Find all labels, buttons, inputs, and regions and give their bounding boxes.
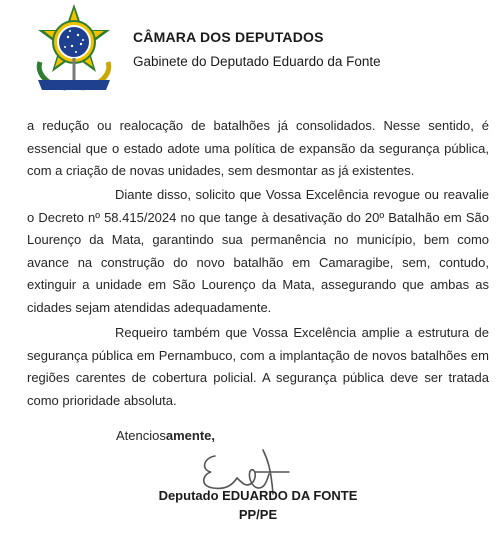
organization-name: CÂMARA DOS DEPUTADOS [133,29,324,45]
closing-suffix: amente, [165,428,216,443]
signer-name: Deputado EDUARDO DA FONTE [158,488,358,503]
signer-party: PP/PE [238,507,278,522]
closing-salutation [116,428,215,443]
letter-paragraph-3: Requeiro também que Vossa Excelência amplie a estrutura de segurança pública em Pernambuco, com a implantação de novos batalhões em regiões carentes de cobertura policial. A segurança pública deve ser tratada como prioridade absoluta. [27,325,489,408]
letter-paragraph-1: a redução ou realocação de batalhões já consolidados. Nesse sentido, é essencial que o estado adote uma política de expansão da segurança pública, com a criação de novas unidades, sem desmontar as já existentes. [27,118,489,179]
closing-prefix: Atencios [116,428,166,443]
brazil-coat-of-arms-icon [30,2,118,94]
letterhead [0,0,500,100]
office-name: Gabinete do Deputado Eduardo da Fonte [133,54,381,69]
letter-paragraph-2: Diante disso, solicito que Vossa Excelência revogue ou reavalie o Decreto nº 58.415/2024 no que tange à desativação do 20º Batalhão em São Lourenço da Mata, garantindo sua permanência no município, bem como avance na construção do novo batalhão em Camaragibe, sem, contudo, extinguir a unidade em São Lourenço da Mata, assegurando que ambas as cidades sejam atendidas adequadamente. [27,187,489,315]
